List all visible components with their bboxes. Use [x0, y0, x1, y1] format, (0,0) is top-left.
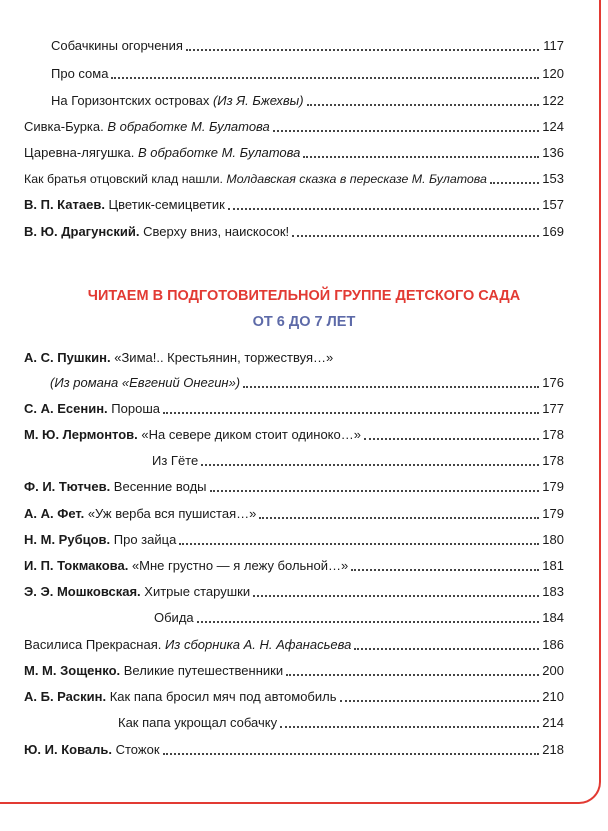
page-number: 169 [542, 224, 564, 239]
toc-entry[interactable] [24, 657, 564, 679]
leader-dots [186, 49, 539, 51]
entry-text: Собачкины огорчения [51, 38, 183, 53]
leader-dots [253, 595, 539, 597]
toc-entry[interactable] [24, 500, 564, 522]
entry-text: Из Гёте [152, 453, 199, 468]
toc-entry[interactable] [24, 139, 564, 161]
entry-text: Ф. И. Тютчев. Весенние воды [24, 479, 207, 494]
entry-text: А. С. Пушкин. «Зима!.. Крестьянин, торжествуя…» [24, 350, 334, 365]
entry-text: Про сома [51, 66, 109, 81]
section-age: ОТ 6 ДО 7 ЛЕТ [252, 314, 356, 330]
toc-entry[interactable] [24, 218, 564, 240]
page-number: 179 [542, 479, 564, 494]
page-number: 136 [542, 145, 564, 160]
page-number: 210 [542, 689, 564, 704]
page-number: 120 [542, 66, 564, 81]
entry-text: В. Ю. Драгунский. Сверху вниз, наискосок! [24, 224, 290, 239]
page-number: 214 [542, 715, 564, 730]
leader-dots [351, 569, 539, 571]
page-number: 122 [542, 93, 564, 108]
entry-text: В. П. Катаев. Цветик-семицветик [24, 197, 225, 212]
leader-dots [286, 674, 539, 676]
page-number: 153 [542, 171, 564, 186]
entry-text: Василиса Прекрасная. Из сборника А. Н. Афанасьева [24, 637, 352, 652]
toc-entry[interactable] [24, 473, 564, 495]
page-number: 117 [543, 38, 564, 53]
toc-entry[interactable] [24, 191, 564, 213]
leader-dots [201, 464, 539, 466]
toc-entry[interactable] [50, 369, 564, 391]
page-number: 178 [542, 453, 564, 468]
entry-text: М. Ю. Лермонтов. «На севере диком стоит одиноко…» [24, 427, 361, 442]
page-number: 184 [542, 610, 564, 625]
leader-dots [210, 490, 539, 492]
entry-text: Как братья отцовский клад нашли. Молдавская сказка в пересказе М. Булатова [24, 172, 487, 186]
toc-entry[interactable] [152, 447, 564, 469]
toc-entry[interactable] [24, 631, 564, 653]
page-number: 181 [542, 558, 564, 573]
page-number: 183 [542, 584, 564, 599]
leader-dots [490, 182, 539, 184]
toc-entry[interactable] [51, 60, 564, 82]
entry-text: Как папа укрощал собачку [118, 715, 278, 730]
toc-entry[interactable] [24, 552, 564, 574]
entry-text: И. П. Токмакова. «Мне грустно — я лежу больной…» [24, 558, 349, 573]
entry-text: Н. М. Рубцов. Про зайца [24, 532, 177, 547]
toc-entry[interactable] [154, 604, 564, 626]
toc-entry[interactable] [24, 421, 564, 443]
entry-text: А. Б. Раскин. Как папа бросил мяч под автомобиль [24, 689, 337, 704]
entry-text: С. А. Есенин. Пороша [24, 401, 160, 416]
leader-dots [280, 726, 539, 728]
entry-text: Э. Э. Мошковская. Хитрые старушки [24, 584, 251, 599]
page-number: 218 [542, 742, 564, 757]
section-title: ЧИТАЕМ В ПОДГОТОВИТЕЛЬНОЙ ГРУППЕ ДЕТСКОГО САДА [87, 288, 521, 304]
page-number: 178 [542, 427, 564, 442]
page-number: 179 [542, 506, 564, 521]
toc-entry[interactable] [24, 113, 564, 135]
leader-dots [303, 156, 539, 158]
leader-dots [163, 753, 539, 755]
entry-text: Ю. И. Коваль. Стожок [24, 742, 160, 757]
toc-entry[interactable] [24, 165, 564, 187]
page-number: 177 [542, 401, 564, 416]
entry-text: (Из романа «Евгений Онегин») [50, 375, 241, 390]
entry-text: А. А. Фет. «Уж верба вся пушистая…» [24, 506, 257, 521]
entry-text: Сивка-Бурка. В обработке М. Булатова [24, 119, 270, 134]
leader-dots [163, 412, 539, 414]
leader-dots [228, 208, 539, 210]
leader-dots [292, 235, 539, 237]
leader-dots [243, 386, 539, 388]
page-number: 124 [542, 119, 564, 134]
page-number: 180 [542, 532, 564, 547]
page-number: 186 [542, 637, 564, 652]
leader-dots [111, 77, 539, 79]
toc-entry[interactable] [24, 344, 564, 366]
leader-dots [354, 648, 539, 650]
page-number: 157 [542, 197, 564, 212]
leader-dots [307, 104, 539, 106]
entry-text: На Горизонтских островах (Из Я. Бжехвы) [51, 93, 304, 108]
page-number: 200 [542, 663, 564, 678]
page-number: 176 [542, 375, 564, 390]
entry-text: Обида [154, 610, 194, 625]
toc-entry[interactable] [51, 32, 564, 54]
leader-dots [197, 621, 539, 623]
toc-entry[interactable] [24, 395, 564, 417]
toc-entry[interactable] [118, 709, 564, 731]
entry-text: Царевна-лягушка. В обработке М. Булатова [24, 145, 301, 160]
leader-dots [179, 543, 539, 545]
leader-dots [259, 517, 539, 519]
toc-entry[interactable] [51, 87, 564, 109]
toc-entry[interactable] [24, 578, 564, 600]
toc-entry[interactable] [24, 683, 564, 705]
toc-entry[interactable] [24, 736, 564, 758]
leader-dots [273, 130, 539, 132]
leader-dots [340, 700, 539, 702]
toc-entry[interactable] [24, 526, 564, 548]
leader-dots [364, 438, 539, 440]
entry-text: М. М. Зощенко. Великие путешественники [24, 663, 284, 678]
